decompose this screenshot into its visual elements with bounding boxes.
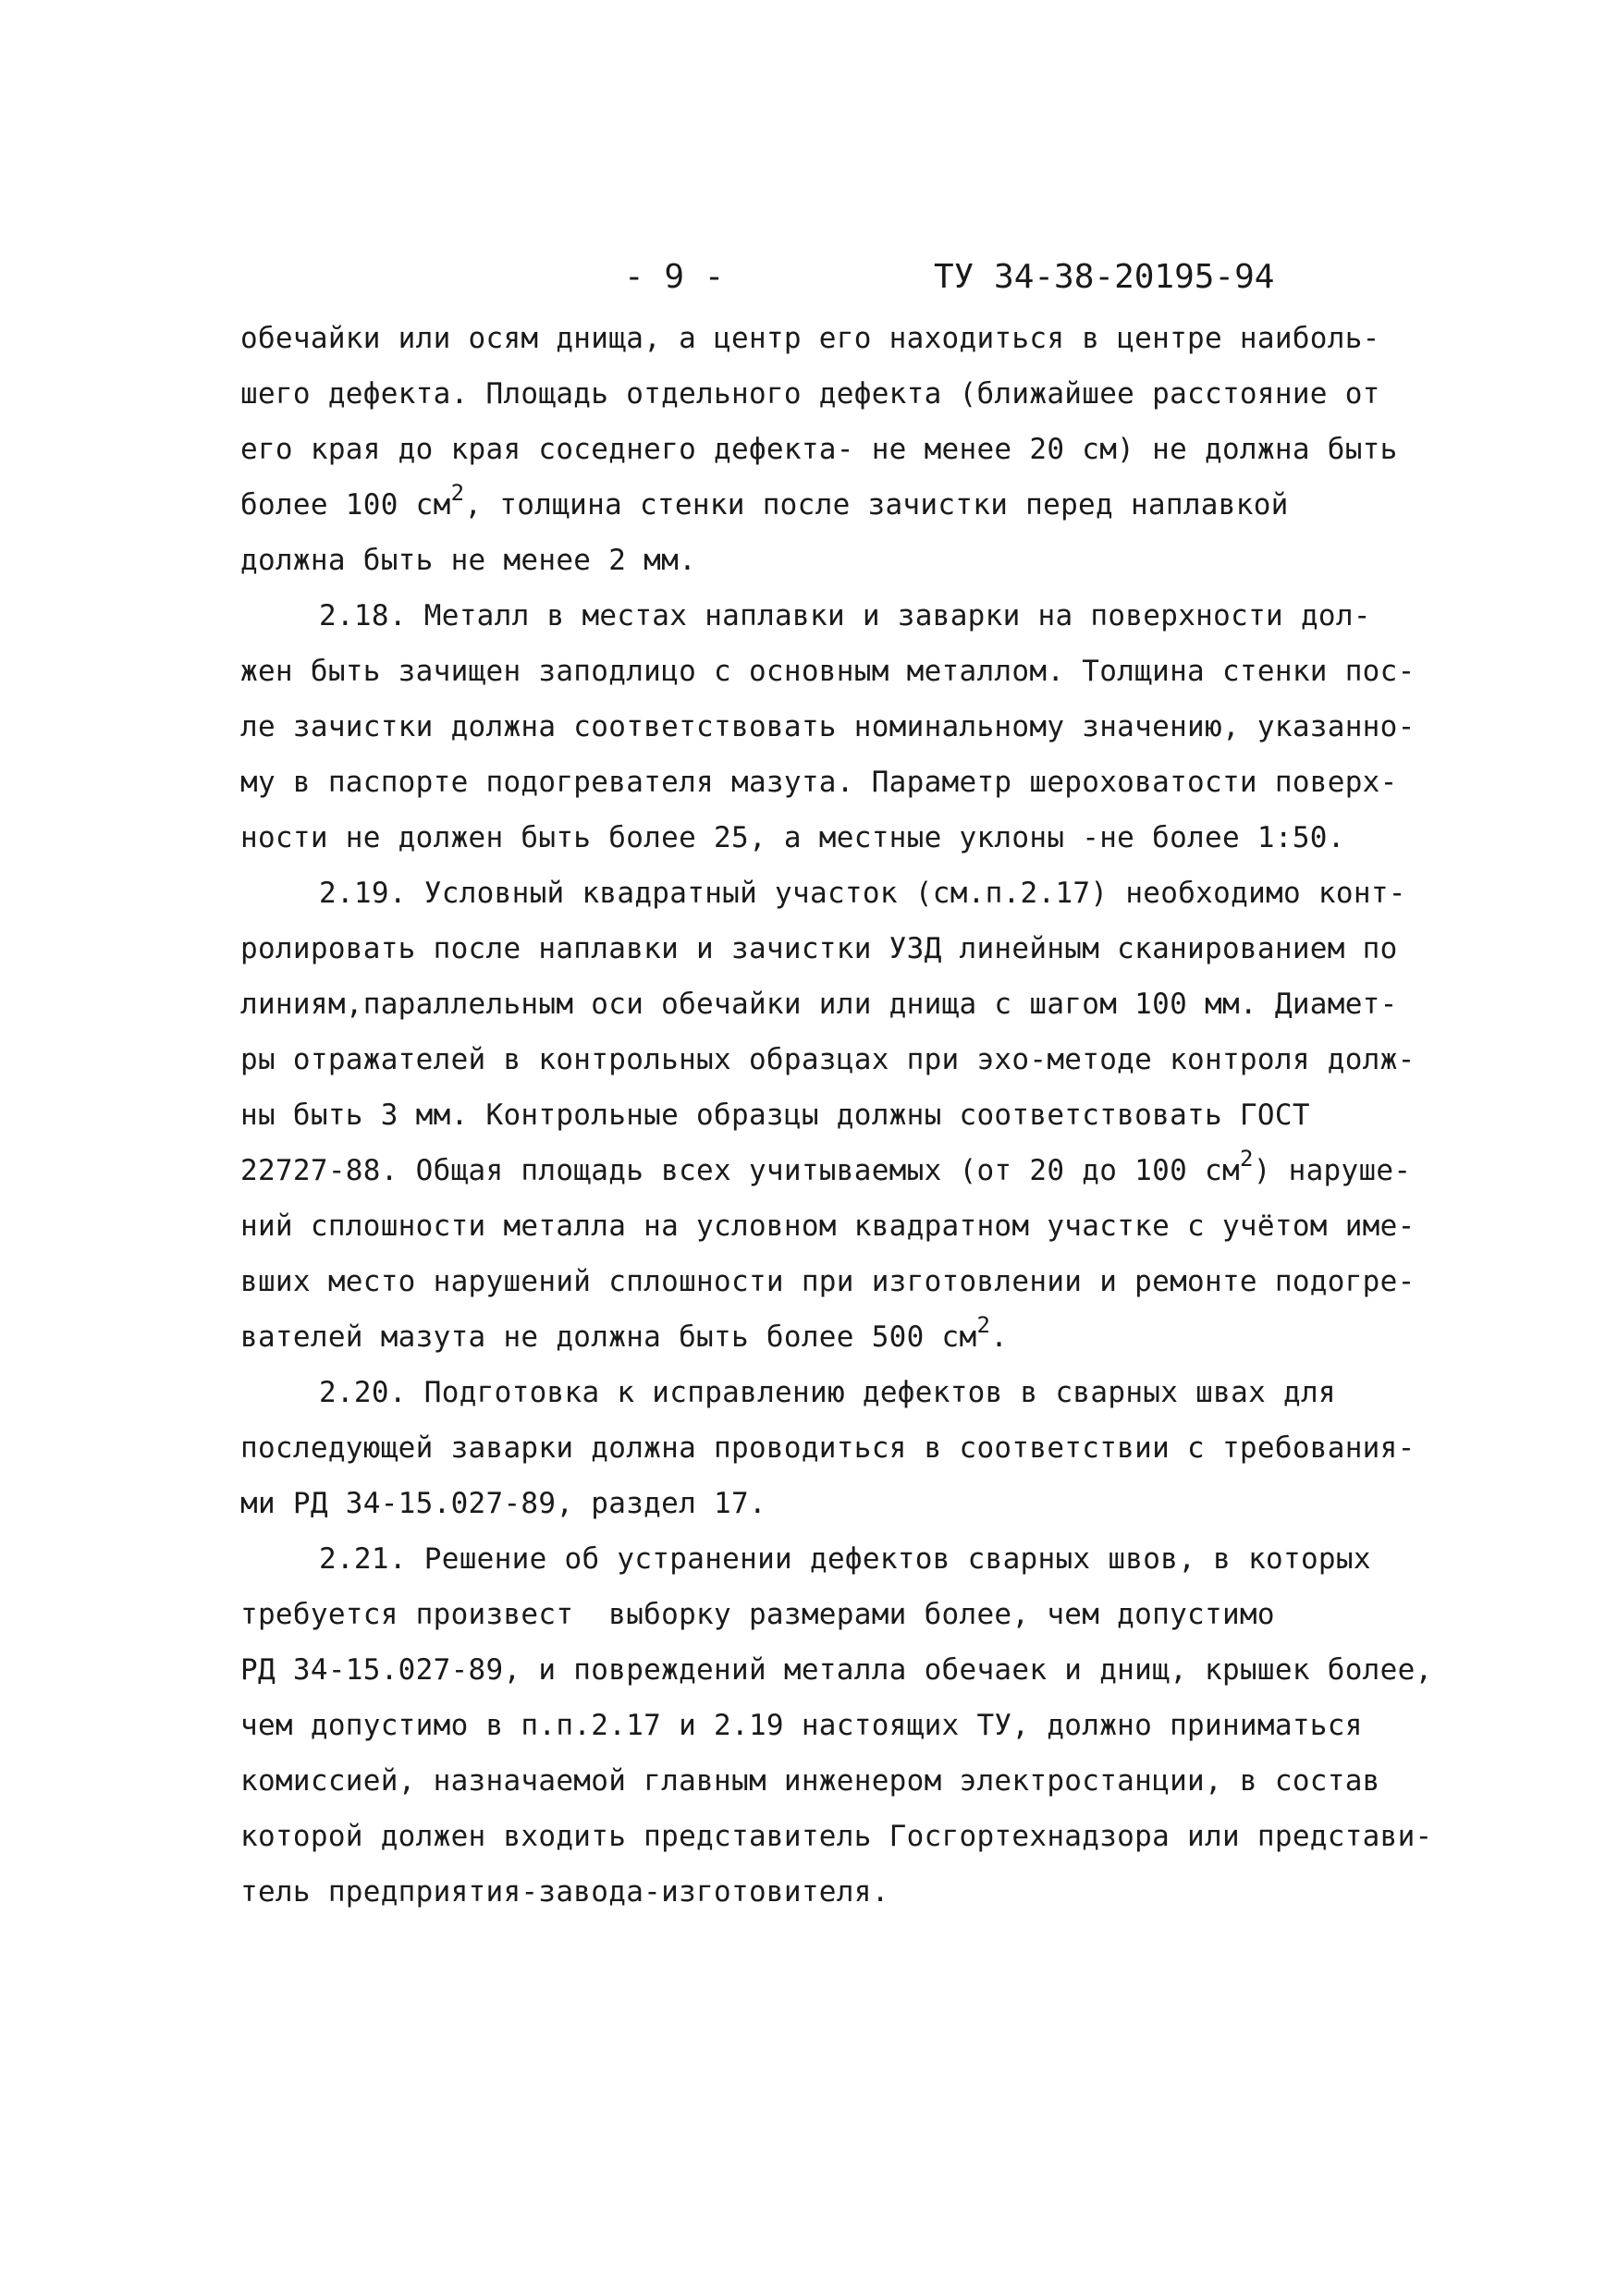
text-line: требуется произвест выборку размерами более, чем допустимо	[240, 1598, 1275, 1631]
text-line: последующей заварки должна проводиться в соответствии с требования-	[240, 1431, 1416, 1465]
superscript: 2	[450, 479, 465, 506]
text-line: более 100 $см^2$, толщина стенки после зачистки перед наплавкой	[240, 479, 1289, 522]
superscript: 2	[1239, 1145, 1254, 1172]
text-line: чем допустимо в п.п.2.17 и 2.19 настоящих ТУ, должно приниматься	[240, 1709, 1363, 1742]
text-line: ролировать после наплавки и зачистки УЗД линейным сканированием по	[240, 932, 1398, 965]
paragraph-start: 2.19. Условный квадратный участок (см.п.2.17) необходимо конт-	[319, 877, 1406, 910]
document-code: ТУ 34-38-20195-94	[934, 258, 1275, 296]
page-number: - 9 -	[624, 258, 725, 296]
text-line: которой должен входить представитель Госгортехнадзора или представи-	[240, 1820, 1433, 1853]
text-line: ми РД 34-15.027-89, раздел 17.	[240, 1487, 766, 1520]
text-line: 22727-88. Общая площадь всех учитываемых (от 20 до 100 $см^2$) наруше-	[240, 1145, 1412, 1187]
text-line: его края до края соседнего дефекта- не менее 20 см) не должна быть	[240, 433, 1398, 466]
paragraph-start: 2.20. Подготовка к исправлению дефектов в сварных швах для	[319, 1376, 1336, 1409]
text-line: РД 34-15.027-89, и повреждений металла обечаек и днищ, крышек более,	[240, 1653, 1433, 1687]
text-line: шего дефекта. Площадь отдельного дефекта (ближайшее расстояние от	[240, 377, 1380, 411]
text-line: ности не должен быть более 25, а местные уклоны -не более 1:50.	[240, 821, 1345, 854]
text-line: ны быть 3 мм. Контрольные образцы должны соответствовать ГОСТ	[240, 1099, 1310, 1132]
text-line: тель предприятия-завода-изготовителя.	[240, 1875, 889, 1909]
paragraph-start: 2.18. Металл в местах наплавки и заварки на поверхности дол-	[319, 599, 1371, 632]
text-line: комиссией, назначаемой главным инженером электростанции, в состав	[240, 1764, 1380, 1798]
text-line: линиям,параллельным оси обечайки или днища с шагом 100 мм. Диамет-	[240, 988, 1398, 1021]
text-line: вателей мазута не должна быть более 500 $см^2$.	[240, 1311, 1009, 1354]
paragraph-start: 2.21. Решение об устранении дефектов сварных швов, в которых	[319, 1542, 1371, 1576]
text-line: ний сплошности металла на условном квадратном участке с учётом име-	[240, 1209, 1416, 1243]
text-line: должна быть не менее 2 мм.	[240, 544, 697, 577]
text-line: ле зачистки должна соответствовать номинальному значению, указанно-	[240, 710, 1416, 743]
text-line: обечайки или осям днища, а центр его находиться в центре наиболь-	[240, 322, 1380, 355]
page-header	[0, 250, 1618, 305]
text-line: ры отражателей в контрольных образцах при эхо-методе контроля долж-	[240, 1043, 1416, 1076]
text-line: му в паспорте подогревателя мазута. Параметр шероховатости поверх-	[240, 766, 1398, 799]
text-line: вших место нарушений сплошности при изготовлении и ремонте подогре-	[240, 1265, 1416, 1298]
superscript: 2	[976, 1311, 991, 1338]
text-line: жен быть зачищен заподлицо с основным металлом. Толщина стенки пос-	[240, 655, 1416, 688]
